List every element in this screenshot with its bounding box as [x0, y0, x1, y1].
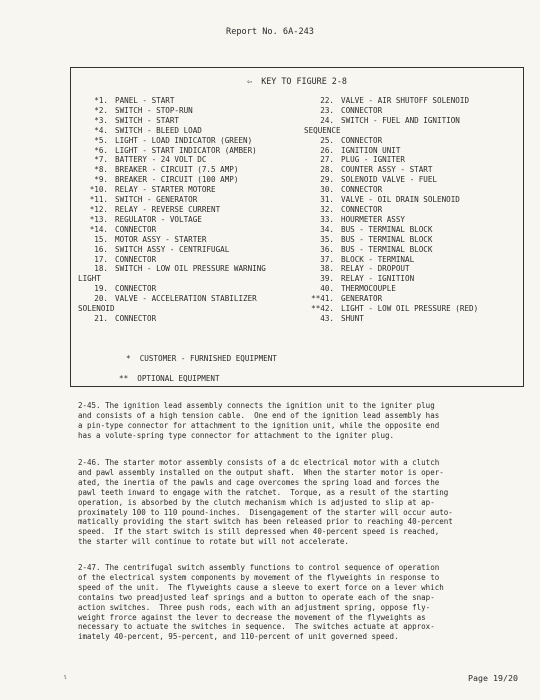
key-item-label: CONNECTOR: [115, 284, 157, 294]
key-item-label: CONNECTOR: [341, 105, 383, 115]
key-item-label: THERMOCOUPLE: [341, 284, 396, 294]
key-item-number: *14.: [89, 224, 108, 234]
key-title: [71, 76, 523, 86]
key-item-label: COUNTER ASSY - START: [341, 165, 433, 175]
key-item-label: VALVE - OIL DRAIN SOLENOID: [341, 195, 460, 205]
key-item-number: 28.: [320, 165, 334, 175]
page-number: Page 19/20: [468, 673, 518, 683]
paragraph-line: and consists of a high tension cable. One end of the ignition lead assembly has: [78, 410, 440, 420]
key-item-number: **42.: [311, 304, 334, 314]
key-item-label: SWITCH - BLEED LOAD: [115, 125, 202, 135]
key-item-number: 16.: [94, 244, 108, 254]
key-item-number: 27.: [320, 155, 334, 165]
key-item: [78, 136, 304, 146]
paragraph-line: 2-45. The ignition lead assembly connects the ignition unit to the igniter plug: [78, 401, 435, 410]
key-item-label: BREAKER - CIRCUIT (100 AMP): [115, 175, 239, 185]
paragraph-line: 2-47. The centrifugal switch assembly functions to control sequence of operation: [78, 563, 440, 572]
key-item-label: CONNECTOR: [115, 224, 157, 234]
key-item-number: **41.: [311, 294, 334, 304]
paragraph-2-47: [78, 563, 528, 642]
key-item: [304, 245, 520, 255]
key-item-number: *13.: [89, 214, 108, 224]
key-item: [304, 165, 520, 175]
key-item-number: 22.: [320, 96, 334, 105]
key-item: [304, 225, 520, 235]
key-item-label: BUS - TERMINAL BLOCK: [341, 224, 433, 234]
key-item-label: VALVE - AIR SHUTOFF SOLENOID: [341, 96, 470, 105]
key-item-label: BREAKER - CIRCUIT (7.5 AMP): [115, 165, 239, 175]
key-item: [304, 175, 520, 185]
key-item-number: 23.: [320, 105, 334, 115]
key-item-label: SWITCH - GENERATOR: [115, 195, 198, 205]
key-item-number: 39.: [320, 274, 334, 284]
key-item-label: CONNECTOR: [115, 313, 157, 323]
left-arrow-icon: ⇦: [247, 76, 253, 86]
key-column-left: [78, 96, 304, 324]
key-item-label: GENERATOR: [341, 294, 383, 304]
key-item: [78, 106, 304, 116]
key-item: [78, 155, 304, 165]
key-item-number: 29.: [320, 175, 334, 185]
key-item-number: 21.: [94, 313, 108, 323]
key-item-label: PANEL - START: [115, 96, 175, 105]
paragraph-line: speed of the unit. The flyweights cause a sleeve to exert force on a lever which: [78, 582, 444, 592]
paragraph-line: imately 40-percent, 95-percent, and 110-percent of unit governed speed.: [78, 632, 399, 642]
key-item-number: 26.: [320, 145, 334, 155]
key-item: [304, 185, 520, 195]
key-item: [78, 126, 304, 136]
key-item-label: SWITCH ASSY - CENTRIFUGAL: [115, 244, 230, 254]
key-item-number: *3.: [94, 115, 108, 125]
key-item-label: CONNECTOR: [341, 185, 383, 195]
key-item: [78, 116, 304, 126]
key-item-number: *2.: [94, 105, 108, 115]
key-item-number: 18.: [94, 264, 108, 274]
paragraph-line: pawl teeth inward to engage with the ratchet. Torque, as a result of the starting: [78, 487, 449, 497]
key-item-number: *10.: [89, 185, 108, 195]
key-item: [304, 205, 520, 215]
key-item-label: CONNECTOR: [341, 135, 383, 145]
paragraph-2-45: [78, 401, 528, 441]
key-item-number: *9.: [94, 175, 108, 185]
key-item: [304, 274, 520, 284]
figure-key-box: [70, 67, 524, 387]
paragraph-line: necessary to actuate the switches in sequence. The switches actuate at approx-: [78, 622, 435, 632]
margin-mark: ι: [63, 673, 68, 681]
key-item-number: 19.: [94, 284, 108, 294]
key-item-number: 15.: [94, 234, 108, 244]
key-item-number: 33.: [320, 214, 334, 224]
key-item: [304, 96, 520, 106]
key-item: [78, 225, 304, 235]
key-item-label: IGNITION UNIT: [341, 145, 401, 155]
key-item-number: 32.: [320, 204, 334, 214]
key-item: [78, 146, 304, 156]
key-item-label-continued: SOLENOID: [78, 304, 115, 314]
key-item: [304, 255, 520, 265]
key-item-label: RELAY - IGNITION: [341, 274, 415, 284]
paragraph-line: action switches. Three push rods, each with an adjustment spring, oppose fly-: [78, 602, 431, 612]
key-item: [304, 304, 520, 314]
key-item: [78, 175, 304, 185]
paragraph-line: operation, is absorbed by the clutch mechanism which is adjusted to slip at ap-: [78, 497, 435, 507]
key-item-number: 35.: [320, 234, 334, 244]
key-item-number: *11.: [89, 195, 108, 205]
key-item-number: 34.: [320, 224, 334, 234]
key-item: [78, 165, 304, 175]
key-item-number: 38.: [320, 264, 334, 274]
key-item: [78, 294, 304, 304]
key-item: [304, 215, 520, 225]
key-item-label: SWITCH - START: [115, 115, 180, 125]
key-item-number: 36.: [320, 244, 334, 254]
key-item-number: 37.: [320, 254, 334, 264]
key-item-number: 17.: [94, 254, 108, 264]
key-item-number: *7.: [94, 155, 108, 165]
key-column-right: [304, 96, 520, 324]
key-item-number: 25.: [320, 135, 334, 145]
key-item-label: MOTOR ASSY - STARTER: [115, 234, 207, 244]
key-item-label: LIGHT - START INDICATOR (AMBER): [115, 145, 257, 155]
key-item-label: HOURMETER ASSY: [341, 214, 406, 224]
paragraph-line: proximately 100 to 110 pound-inches. Disengagement of the starter will occur auto-: [78, 507, 453, 517]
paragraph-line: and pawl assembly installed on the output shaft. When the starter motor is oper-: [78, 467, 444, 477]
paragraph-line: speed. If the start switch is still depressed when 40-percent speed is reached,: [78, 527, 440, 537]
key-item: [304, 195, 520, 205]
key-item-label: BUS - TERMINAL BLOCK: [341, 234, 433, 244]
key-item-label: SWITCH - STOP-RUN: [115, 105, 193, 115]
key-item: [304, 136, 520, 146]
key-item: [78, 264, 304, 274]
key-item-label: SWITCH - LOW OIL PRESSURE WARNING: [115, 264, 266, 274]
key-item-label: CONNECTOR: [341, 204, 383, 214]
paragraph-line: 2-46. The starter motor assembly consists of a dc electrical motor with a clutch: [78, 458, 440, 467]
paragraph-2-46: [78, 458, 528, 547]
key-item: [78, 195, 304, 205]
paragraph-line: has a volute-spring type connector for attachment to the igniter plug.: [78, 430, 395, 440]
key-item-label: SHUNT: [341, 313, 364, 323]
key-item: [78, 185, 304, 195]
key-item: [304, 106, 520, 116]
key-item: [78, 215, 304, 225]
paragraph-line: ated, the inertia of the pawls and cage overcomes the spring load and forces the: [78, 477, 440, 487]
key-item-label: BUS - TERMINAL BLOCK: [341, 244, 433, 254]
paragraph-line: weight frorce against the lever to decrease the movement of the flyweights as: [78, 612, 426, 622]
key-item: [304, 284, 520, 294]
key-item-number: 40.: [320, 284, 334, 294]
key-item-number: *1.: [94, 96, 108, 105]
key-item-number: *5.: [94, 135, 108, 145]
key-item: [304, 235, 520, 245]
key-item-number: 24.: [320, 115, 334, 125]
key-item: [304, 294, 520, 304]
key-item-label: BLOCK - TERMINAL: [341, 254, 415, 264]
key-item-label: VALVE - ACCELERATION STABILIZER: [115, 294, 257, 304]
key-item: [304, 314, 520, 324]
key-item: [78, 96, 304, 106]
key-item: [78, 245, 304, 255]
key-item-label: RELAY - DROPOUT: [341, 264, 410, 274]
key-item: [78, 284, 304, 294]
customer-equipment-note: * CUSTOMER - FURNISHED EQUIPMENT: [126, 354, 277, 363]
key-item: [304, 264, 520, 274]
key-item-number: *12.: [89, 204, 108, 214]
key-item: [304, 155, 520, 165]
paragraph-line: contains two preadjusted leaf springs and a button to operate each of the snap-: [78, 592, 435, 602]
key-item-label: CONNECTOR: [115, 254, 157, 264]
key-item-label: RELAY - STARTER MOTORE: [115, 185, 216, 195]
key-title-text: KEY TO FIGURE 2-8: [261, 76, 347, 86]
key-item-number: 43.: [320, 313, 334, 323]
key-item-number: 30.: [320, 185, 334, 195]
key-item: [78, 255, 304, 265]
paragraph-line: of the electrical system components by movement of the flyweights in response to: [78, 572, 440, 582]
paragraph-line: a pin-type connector for attachment to the ignition unit, while the opposite end: [78, 420, 440, 430]
key-item-label: BATTERY - 24 VOLT DC: [115, 155, 207, 165]
key-item-label: SWITCH - FUEL AND IGNITION: [341, 115, 460, 125]
key-item-number: *8.: [94, 165, 108, 175]
key-item: [78, 205, 304, 215]
paragraph-line: the starter will continue to rotate but will not accelerate.: [78, 537, 349, 547]
key-item-label: RELAY - REVERSE CURRENT: [115, 204, 221, 214]
optional-equipment-note: ** OPTIONAL EQUIPMENT: [119, 374, 220, 383]
key-item-number: *4.: [94, 125, 108, 135]
key-item-label-continued: SEQUENCE: [304, 125, 341, 135]
key-item: [78, 314, 304, 324]
key-item-label-continued: LIGHT: [78, 274, 101, 284]
key-item: [78, 235, 304, 245]
key-item-number: 31.: [320, 195, 334, 205]
key-item-label: REGULATOR - VOLTAGE: [115, 214, 202, 224]
key-item-label: PLUG - IGNITER: [341, 155, 406, 165]
paragraph-line: matically providing the start switch has been released prior to reaching 40-percent: [78, 517, 453, 527]
key-item-number: *6.: [94, 145, 108, 155]
key-item-label: LIGHT - LOAD INDICATOR (GREEN): [115, 135, 253, 145]
key-item: [304, 116, 520, 126]
key-item: [304, 146, 520, 156]
key-item-label: SOLENOID VALVE - FUEL: [341, 175, 438, 185]
key-item-label: LIGHT - LOW OIL PRESSURE (RED): [341, 304, 479, 314]
key-item-number: 20.: [94, 294, 108, 304]
report-number: Report No. 6A-243: [226, 27, 314, 37]
